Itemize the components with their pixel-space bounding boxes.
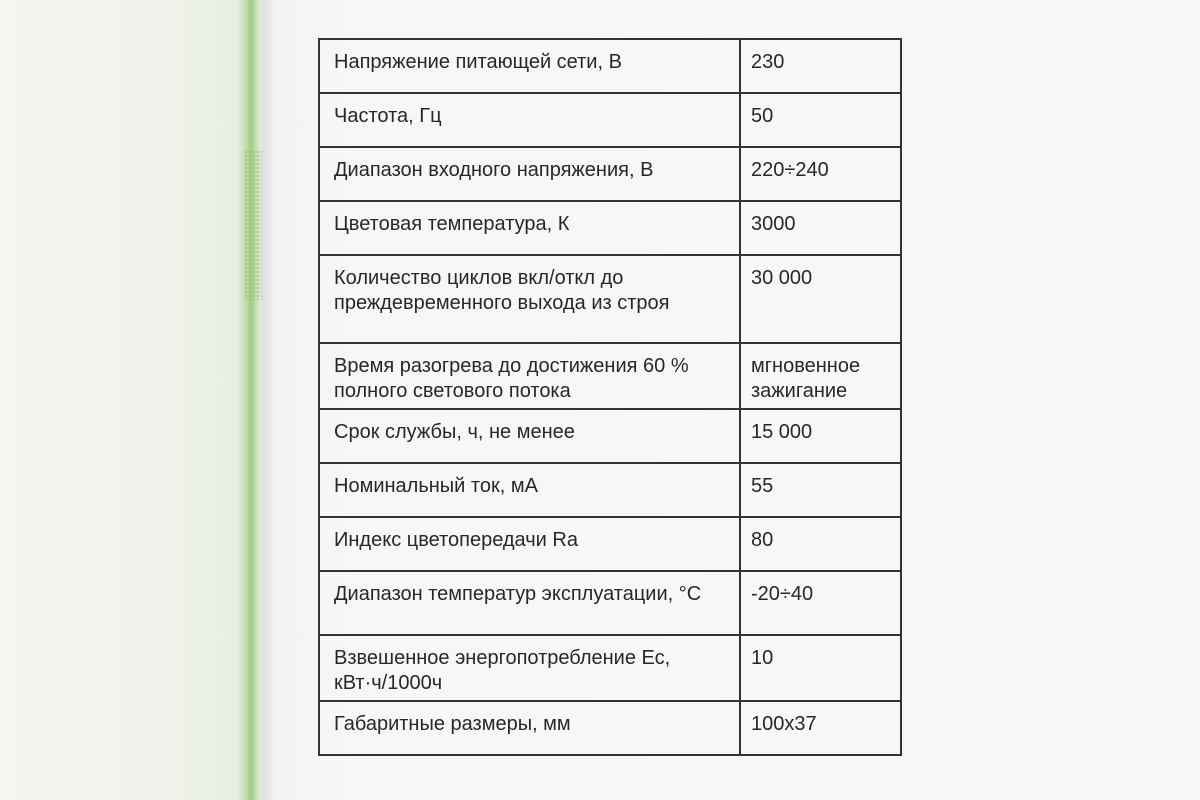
spec-value: 3000 — [740, 201, 901, 255]
spec-value: 15 000 — [740, 409, 901, 463]
table-row — [319, 463, 901, 517]
spec-value: 50 — [740, 93, 901, 147]
spec-param: Напряжение питающей сети, В — [319, 39, 740, 93]
box-side-panel — [0, 0, 252, 800]
spec-param: Количество циклов вкл/откл до преждевременного выхода из строя — [319, 255, 740, 343]
spec-value: мгновенное зажигание — [740, 343, 901, 409]
table-row — [319, 201, 901, 255]
spec-value: 30 000 — [740, 255, 901, 343]
table-row — [319, 571, 901, 635]
box-fold-shadow — [262, 0, 276, 800]
spec-value: 220÷240 — [740, 147, 901, 201]
table-row — [319, 409, 901, 463]
table-row — [319, 517, 901, 571]
spec-param: Индекс цветопередачи Ra — [319, 517, 740, 571]
table-row — [319, 93, 901, 147]
spec-param: Габаритные размеры, мм — [319, 701, 740, 755]
table-row — [319, 701, 901, 755]
table-row — [319, 39, 901, 93]
spec-param: Диапазон входного напряжения, В — [319, 147, 740, 201]
spec-value: 55 — [740, 463, 901, 517]
spec-value: 10 — [740, 635, 901, 701]
table-row — [319, 635, 901, 701]
spec-value: 100х37 — [740, 701, 901, 755]
spec-param: Цветовая температура, К — [319, 201, 740, 255]
box-green-texture — [244, 150, 264, 300]
spec-value: -20÷40 — [740, 571, 901, 635]
table-row — [319, 255, 901, 343]
spec-param: Частота, Гц — [319, 93, 740, 147]
table-row — [319, 147, 901, 201]
spec-value: 230 — [740, 39, 901, 93]
spec-value: 80 — [740, 517, 901, 571]
box-green-edge — [238, 0, 264, 800]
spec-param: Взвешенное энергопотребление Ес, кВт·ч/1000ч — [319, 635, 740, 701]
spec-param: Номинальный ток, мА — [319, 463, 740, 517]
specifications-table — [318, 38, 902, 756]
table-row — [319, 343, 901, 409]
spec-param: Время разогрева до достижения 60 % полного светового потока — [319, 343, 740, 409]
spec-param: Диапазон температур эксплуатации, °С — [319, 571, 740, 635]
spec-param: Срок службы, ч, не менее — [319, 409, 740, 463]
